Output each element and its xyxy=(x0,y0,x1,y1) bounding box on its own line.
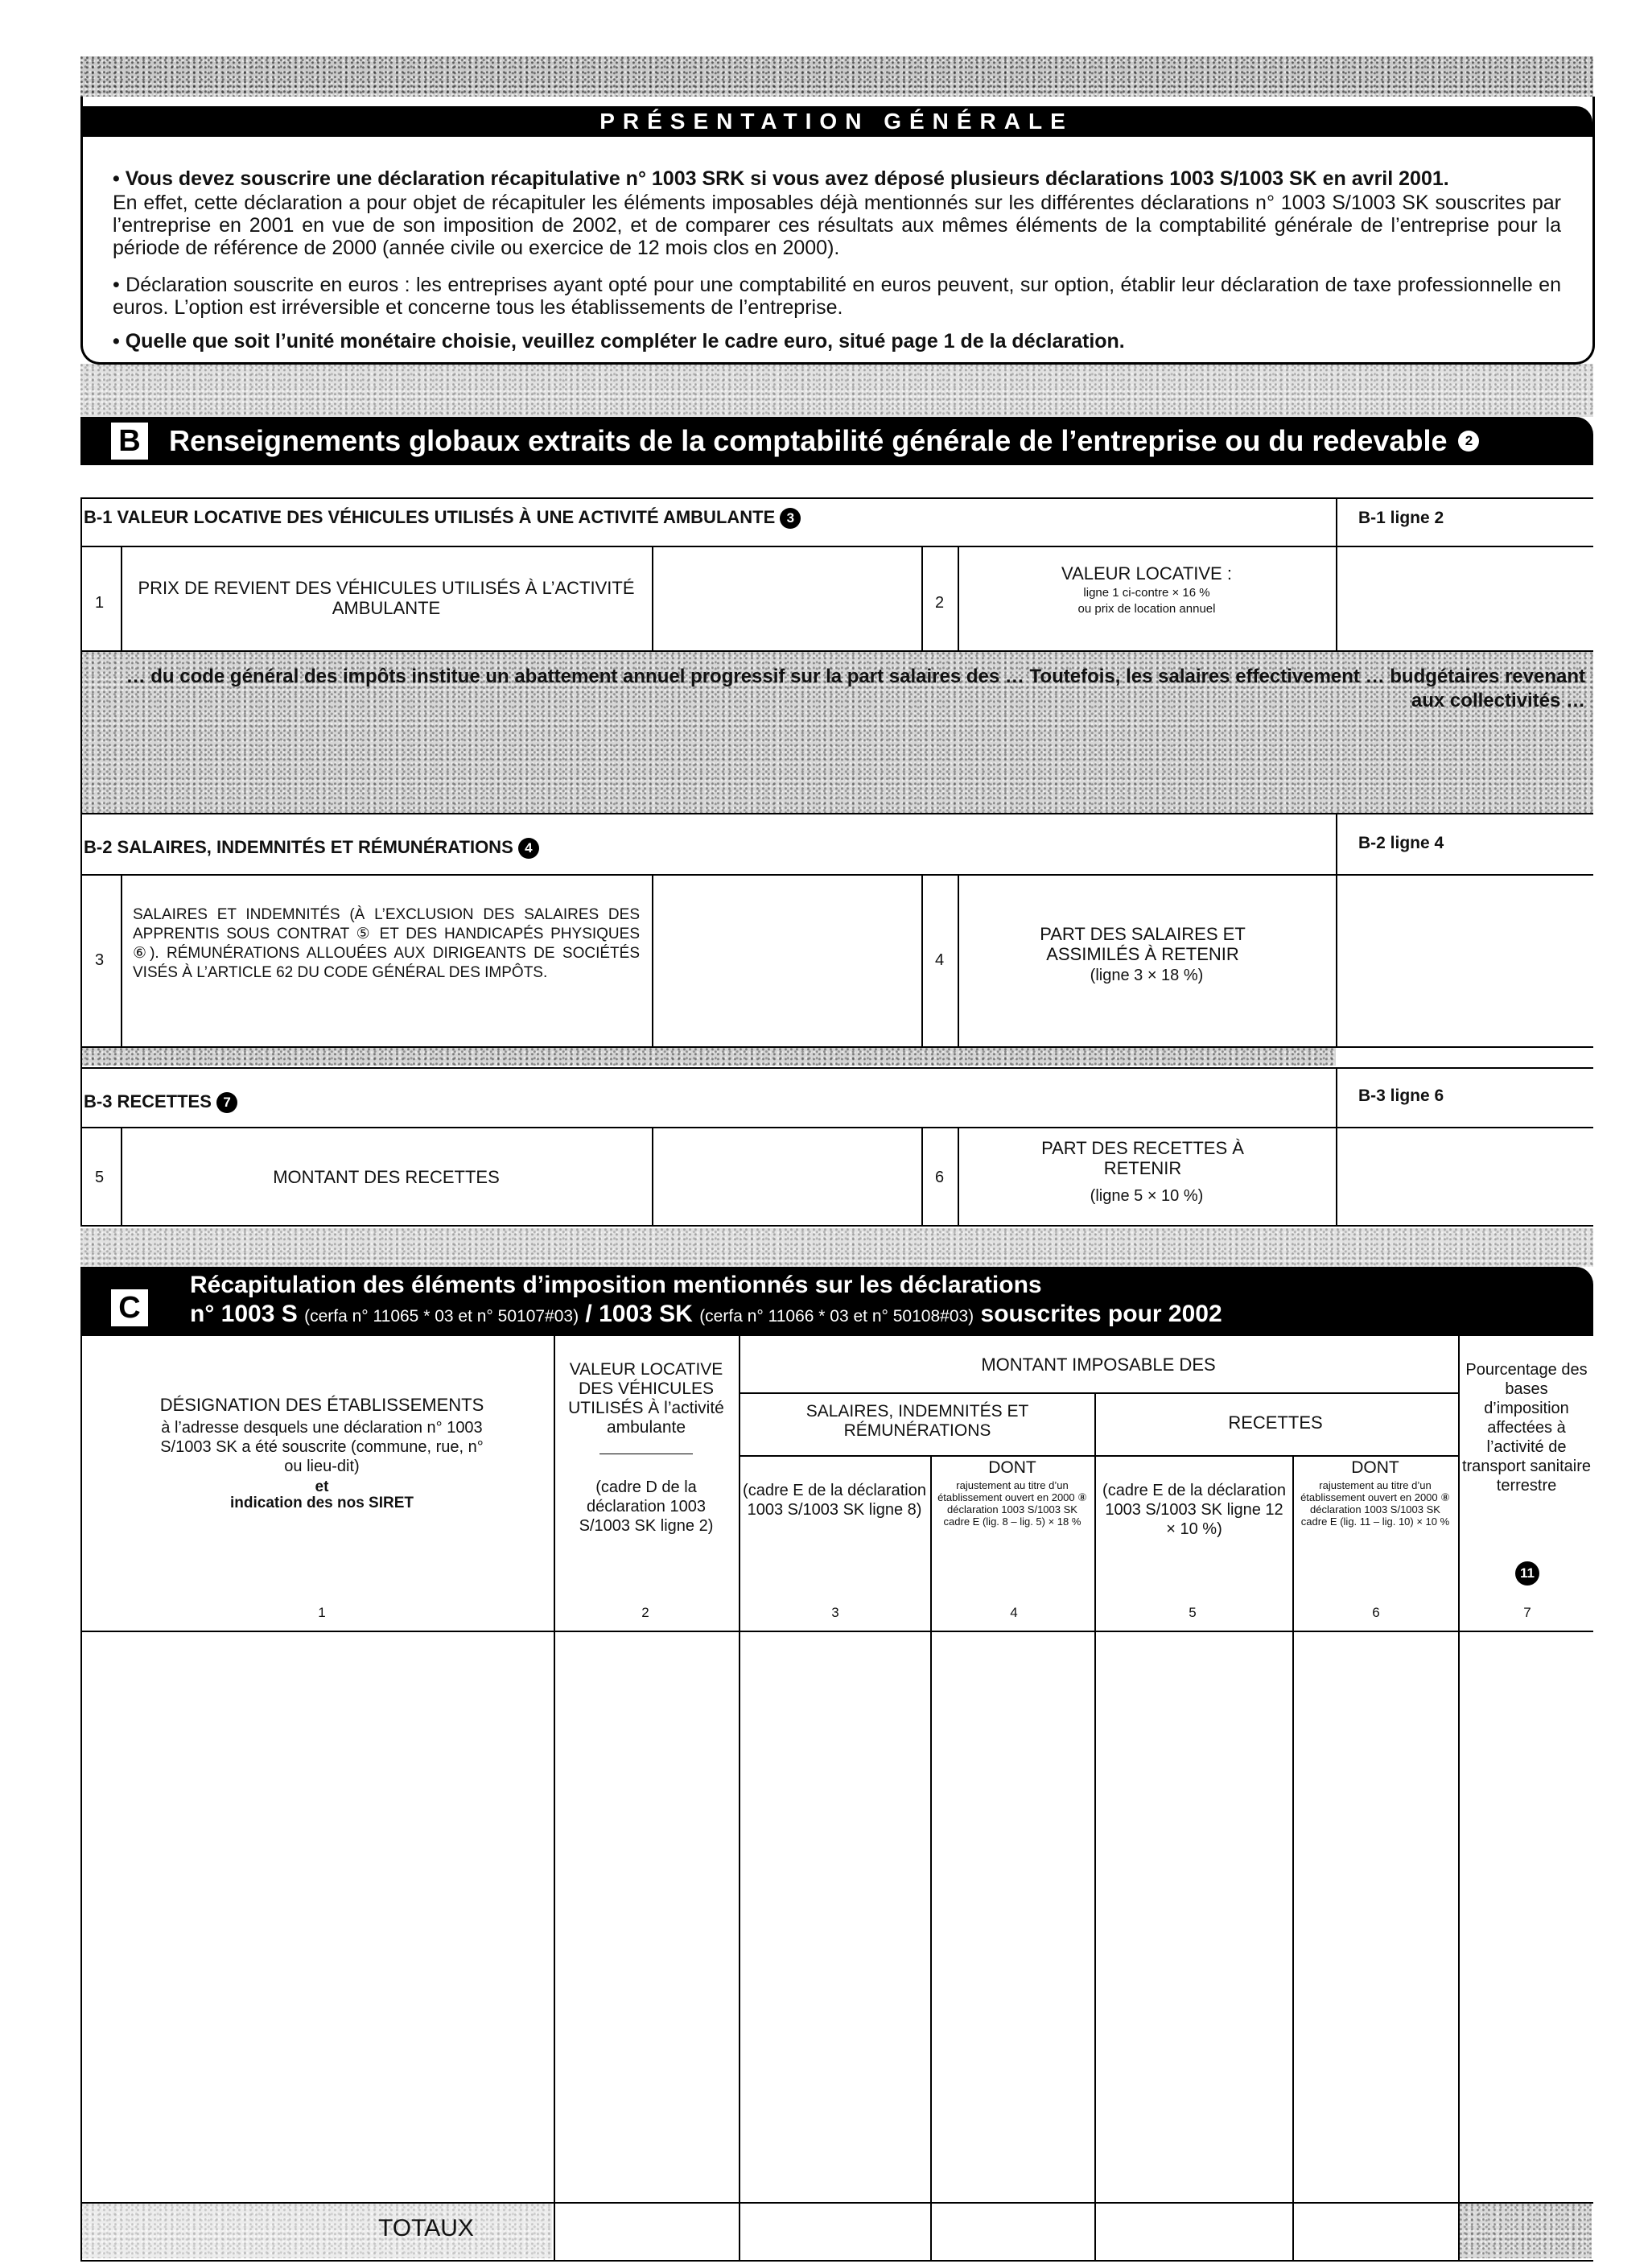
b1-input-line2[interactable] xyxy=(1337,547,1592,649)
section-b-title: Renseignements globaux extraits de la comptabilité générale de l’entreprise ou du redevable xyxy=(169,424,1448,457)
c-col4-dont: DONT xyxy=(988,1458,1036,1477)
b2-row-num-4: 4 xyxy=(935,951,945,969)
b2-row-num-3: 3 xyxy=(95,951,105,969)
b3-right-sub: (ligne 5 × 10 %) xyxy=(1090,1187,1204,1205)
c-group-title: MONTANT IMPOSABLE DES xyxy=(981,1355,1216,1375)
c-col1-sub: à l’adresse desquels une déclaration n° 1003 S/1003 SK a été souscrite (commune, rue, n° ou lieu-dit) xyxy=(160,1419,484,1475)
b1-input-line1[interactable] xyxy=(653,547,919,649)
section-c-title-1: Récapitulation des éléments d’imposition mentionnés sur les déclarations xyxy=(190,1272,1042,1298)
scan-noise-totaux-right xyxy=(1460,2204,1592,2258)
b3-input-line5[interactable] xyxy=(653,1128,919,1223)
b2-ref: B-2 ligne 4 xyxy=(1358,834,1444,852)
c-salaires-title: SALAIRES, INDEMNITÉS ET RÉMUNÉRATIONS xyxy=(805,1402,1029,1440)
c-col5-num: 5 xyxy=(1189,1605,1197,1620)
b3-title: B-3 RECETTES 7 xyxy=(84,1091,237,1113)
c-col7-num: 7 xyxy=(1523,1605,1531,1620)
b1-ref: B-1 ligne 2 xyxy=(1358,509,1444,527)
b1-right-sub1: ligne 1 ci-contre × 16 % xyxy=(1083,586,1210,600)
c-col3-entry[interactable] xyxy=(740,1632,929,2200)
c-col7-entry[interactable] xyxy=(1460,1632,1592,2200)
b3-input-line6[interactable] xyxy=(1337,1128,1592,1223)
c-col5-sub: (cadre E de la déclaration 1003 S/1003 SK ligne 12 × 10 %) xyxy=(1102,1482,1286,1538)
b2-input-line3[interactable] xyxy=(653,876,919,1045)
c-col1-num: 1 xyxy=(318,1605,326,1620)
b3-row-num-5: 5 xyxy=(95,1169,105,1186)
c-col1-siret: indication des nos SIRET xyxy=(229,1495,414,1511)
section-c-title-2: n° 1003 S (cerfa n° 11065 * 03 et n° 50107#03) / 1003 SK (cerfa n° 11066 * 03 et n° 50108#03) souscrites pour 2002 xyxy=(190,1301,1222,1327)
c-total-col3[interactable] xyxy=(740,2205,929,2258)
c-col4-entry[interactable] xyxy=(932,1632,1093,2200)
c-col2-entry[interactable] xyxy=(555,1632,737,2200)
b1-title: B-1 VALEUR LOCATIVE DES VÉHICULES UTILISÉS À UNE ACTIVITÉ AMBULANTE 3 xyxy=(84,507,801,529)
c-total-col6[interactable] xyxy=(1294,2205,1456,2258)
note-4-icon: 4 xyxy=(518,838,539,859)
b3-row-num-6: 6 xyxy=(935,1169,945,1186)
c-col1-title: DÉSIGNATION DES ÉTABLISSEMENTS xyxy=(159,1395,484,1415)
c-col6-entry[interactable] xyxy=(1294,1632,1456,2200)
c-col6-num: 6 xyxy=(1372,1605,1380,1620)
b2-right-sub: (ligne 3 × 18 %) xyxy=(1090,967,1204,984)
b2-right-label: PART DES SALAIRES ET ASSIMILÉS À RETENIR xyxy=(1040,924,1246,964)
scan-noise-totaux xyxy=(80,2204,552,2258)
c-col1-entry[interactable] xyxy=(82,1632,552,2200)
c-col2-sub: (cadre D de la déclaration 1003 S/1003 SK ligne 2) xyxy=(579,1478,714,1535)
scan-noise-b-top xyxy=(80,364,1593,417)
note-3-icon: 3 xyxy=(780,508,801,529)
section-c-header xyxy=(80,1267,1593,1334)
b3-right-label: PART DES RECETTES À RETENIR xyxy=(1041,1138,1244,1178)
c-col3-num: 3 xyxy=(831,1605,839,1620)
middle-text: … du code général des impôts institue un abattement annuel progressif sur la part salaires des … Toutefois, les salaires effectivement … budgétaires revenant aux collectivités … xyxy=(126,666,1585,711)
c-recettes-title: RECETTES xyxy=(1228,1412,1323,1433)
scan-noise-c-top xyxy=(80,1228,1593,1267)
presentation-title: PRÉSENTATION GÉNÉRALE xyxy=(80,106,1592,137)
section-b-header xyxy=(80,417,1593,465)
presentation-paragraph-3: • Déclaration souscrite en euros : les entreprises ayant opté pour une comptabilité en euros peuvent, sur option, établir leur déclaration de taxe professionnelle en euros. L’option est irréversible et concerne tous les établissements de l’entreprise. xyxy=(113,274,1561,319)
b3-left-label: MONTANT DES RECETTES xyxy=(273,1167,500,1187)
b1-row-num-2: 2 xyxy=(935,594,945,612)
c-col2-title: VALEUR LOCATIVE DES VÉHICULES UTILISÉS À l’activité ambulante xyxy=(568,1360,724,1437)
presentation-paragraph-1: • Vous devez souscrire une déclaration récapitulative n° 1003 SRK si vous avez déposé plusieurs déclarations 1003 S/1003 SK en avril 2001. xyxy=(113,167,1449,190)
c-total-col4[interactable] xyxy=(932,2205,1093,2258)
b2-left-label: SALAIRES ET INDEMNITÉS (À L’EXCLUSION DES SALAIRES DES APPRENTIS SOUS CONTRAT ⑤ ET DES HANDICAPÉS PHYSIQUES ⑥). RÉMUNÉRATIONS ALLOUÉES AUX DIRIGEANTS DE SOCIÉTÉS VISÉS À L’ARTICLE 62 DU CODE GÉNÉRAL DES IMPÔTS. xyxy=(133,906,640,981)
c-col6-dont: DONT xyxy=(1351,1458,1399,1477)
b1-right-label: VALEUR LOCATIVE : xyxy=(1061,563,1232,583)
scan-noise-b2-b3 xyxy=(80,1048,1336,1066)
presentation-paragraph-4: • Quelle que soit l’unité monétaire choisie, veuillez compléter le cadre euro, situé page 1 de la déclaration. xyxy=(113,330,1125,353)
note-7-icon: 7 xyxy=(216,1092,237,1113)
note-11-icon: 11 xyxy=(1515,1561,1539,1586)
b1-left-label: PRIX DE REVIENT DES VÉHICULES UTILISÉS À L’ACTIVITÉ AMBULANTE xyxy=(138,578,635,618)
c-col7-title: Pourcentage des bases d’imposition affectées à l’activité de transport sanitaire terrestre xyxy=(1461,1361,1592,1495)
c-total-col5[interactable] xyxy=(1096,2205,1291,2258)
presentation-paragraph-2: En effet, cette déclaration a pour objet de récapituler les éléments imposables déjà mentionnés sur les différentes déclarations n° 1003 S/1003 SK souscrites par l’entreprise en 2001 en vue de son imposition de 2002, et de comparer ces résultats aux mêmes éléments de la comptabilité générale de l’entreprise pour la période de référence de 2000 (année civile ou exercice de 12 mois clos en 2000). xyxy=(113,192,1561,259)
c-col6-sub: rajustement au titre d’un établissement ouvert en 2000 ⑧ déclaration 1003 S/1003 SK cadre E (lig. 11 – lig. 10) × 10 % xyxy=(1300,1479,1450,1528)
b2-input-line4[interactable] xyxy=(1337,876,1592,1045)
c-col5-entry[interactable] xyxy=(1096,1632,1291,2200)
c-col4-num: 4 xyxy=(1010,1605,1018,1620)
b1-row-num-1: 1 xyxy=(95,594,105,612)
c-col2-num: 2 xyxy=(641,1605,649,1620)
b1-right-sub2: ou prix de location annuel xyxy=(1077,602,1216,616)
section-c-letter: C xyxy=(111,1289,148,1326)
c-col4-sub: rajustement au titre d’un établissement ouvert en 2000 ⑧ déclaration 1003 S/1003 SK cadre E (lig. 8 – lig. 5) × 18 % xyxy=(937,1479,1087,1528)
c-totaux-label: TOTAUX xyxy=(378,2215,474,2241)
c-total-col2[interactable] xyxy=(555,2205,737,2258)
b3-ref: B-3 ligne 6 xyxy=(1358,1087,1444,1105)
c-col1-et: et xyxy=(315,1478,329,1495)
section-b-letter: B xyxy=(111,423,148,460)
b2-title: B-2 SALAIRES, INDEMNITÉS ET RÉMUNÉRATIONS 4 xyxy=(84,837,539,859)
note-2-icon: 2 xyxy=(1458,431,1479,452)
c-col3-sub: (cadre E de la déclaration 1003 S/1003 SK ligne 8) xyxy=(743,1482,926,1519)
